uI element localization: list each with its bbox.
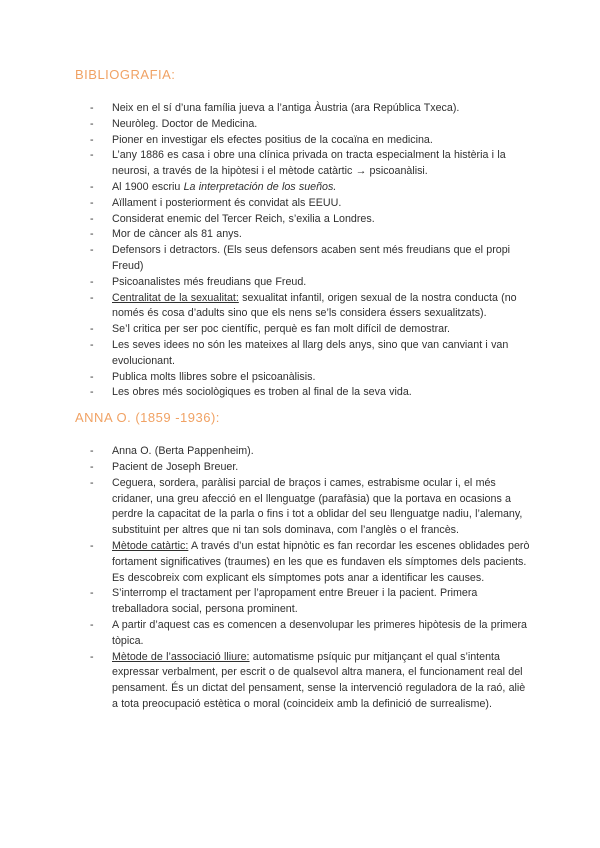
- item-text: [112, 227, 534, 243]
- section-title: ANNA O. (1859 -1936):: [75, 410, 220, 426]
- bullet-marker: -: [90, 445, 94, 458]
- list-item: [75, 338, 534, 370]
- list-item: [75, 148, 534, 180]
- list-item: [75, 460, 534, 476]
- list-item: [75, 180, 534, 196]
- text-segment: Mètode de l’associació lliure:: [112, 650, 250, 663]
- list-item: [75, 101, 534, 117]
- list-item: [75, 539, 534, 586]
- list-item: [75, 322, 534, 338]
- section-title: BIBLIOGRAFIA:: [75, 67, 176, 82]
- bullet-marker: -: [90, 180, 94, 193]
- text-segment: S’interromp el tractament per l’apropament entre Breuer i la pacient. Primera treballadora social, persona prominent.: [112, 587, 478, 616]
- item-text: [112, 444, 534, 460]
- bullet-marker: -: [90, 133, 94, 146]
- bullet-marker: -: [90, 244, 94, 257]
- item-text: [112, 117, 534, 133]
- text-segment: Publica molts llibres sobre el psicoanàlisis.: [112, 370, 316, 383]
- item-text: [112, 618, 534, 650]
- bullet-marker: -: [90, 117, 94, 130]
- list-item: [75, 650, 534, 713]
- text-segment: Neuròleg. Doctor de Medicina.: [112, 117, 258, 130]
- text-segment: automatisme psíquic pur mitjançant el qual s’intenta expressar verbalment, per escrit o de qualsevol altra manera, el funcionament real del pensament. És un dictat del pensament, sense la intervenció reguladora de la raó, aliè a tota preocupació estètica o moral (coincideix amb la definició de surrealisme).: [112, 650, 526, 710]
- item-text: [112, 243, 534, 275]
- item-text: [112, 148, 534, 180]
- text-segment: Les obres més sociològiques es troben al final de la seva vida.: [112, 386, 412, 399]
- text-segment: La interpretación de los sueños.: [183, 180, 337, 193]
- text-segment: Defensors i detractors. (Els seus defensors acaben sent més freudians que el propi Freud): [112, 244, 511, 272]
- bullet-marker: -: [90, 587, 94, 600]
- item-text: [112, 586, 534, 618]
- list-item: [75, 586, 534, 618]
- item-text: [112, 460, 534, 476]
- text-segment: Ceguera, sordera, paràlisi parcial de braços i cames, estrabisme ocular i, el més cridaner, una greu afecció en el llenguatge (parafàsia) que la portava en ocasions a perdre la capacitat de la parla o fins i tot a oblidar del seu llenguatge nadiu, l’alemany, substituint per altres que ni tan sols dominava, com l’anglès o el francès.: [112, 476, 523, 537]
- bullet-list: [75, 444, 534, 713]
- item-text: [112, 212, 534, 228]
- list-item: [75, 227, 534, 243]
- bullet-marker: -: [90, 323, 94, 336]
- bullet-marker: -: [90, 539, 94, 552]
- text-segment: Aïllament i posteriorment és convidat als EEUU.: [112, 196, 342, 209]
- item-text: [112, 196, 534, 212]
- list-item: [75, 444, 534, 460]
- bullet-marker: -: [90, 291, 94, 304]
- bullet-marker: -: [90, 196, 94, 209]
- document-section: [75, 409, 545, 713]
- bullet-marker: -: [90, 618, 94, 631]
- bullet-marker: -: [90, 386, 94, 399]
- document-section: [75, 66, 545, 401]
- text-segment: Pioner en investigar els efectes positius de la cocaïna en medicina.: [112, 133, 433, 146]
- text-segment: Al 1900 escriu: [112, 180, 184, 193]
- list-item: [75, 117, 534, 133]
- text-segment: L’any 1886 es casa i obre una clínica privada on tracta especialment la histèria i la neurosi, a través de la hipòtesi i el mètode catàrtic → psicoanàlisi.: [112, 149, 506, 178]
- text-segment: Psicoanalistes més freudians que Freud.: [112, 275, 307, 288]
- text-segment: Considerat enemic del Tercer Reich, s’exilia a Londres.: [112, 212, 375, 225]
- list-item: [75, 291, 534, 323]
- text-segment: Se’l critica per ser poc científic, perquè es fan molt difícil de demostrar.: [112, 323, 451, 336]
- bullet-list: [75, 101, 534, 401]
- item-text: [112, 385, 534, 401]
- list-item: [75, 476, 534, 539]
- list-item: [75, 385, 534, 401]
- text-segment: sexualitat infantil, origen sexual de la nostra conducta (no només és cosa d’adults sino que els nens se’ls considera éssers sexualitzats).: [112, 291, 517, 320]
- item-text: [112, 291, 534, 323]
- bullet-marker: -: [90, 275, 94, 288]
- bullet-marker: -: [90, 650, 94, 663]
- bullet-marker: -: [90, 460, 94, 473]
- item-text: [112, 133, 534, 149]
- list-item: [75, 133, 534, 149]
- bullet-marker: -: [90, 338, 94, 351]
- bullet-marker: -: [90, 370, 94, 383]
- text-segment: A través d’un estat hipnòtic es fan recordar les escenes oblidades però fortament significatives (traumes) en les que es fundaven els símptomes dels pacients. Es descobreix com explicant els símptomes pots anar a identificar les causes.: [112, 539, 530, 584]
- bullet-marker: -: [90, 102, 94, 114]
- list-item: [75, 243, 534, 275]
- item-text: [112, 322, 534, 338]
- item-text: [112, 180, 534, 196]
- list-item: [75, 212, 534, 228]
- item-text: [112, 370, 534, 386]
- text-segment: Mètode catàrtic:: [112, 539, 189, 552]
- list-item: [75, 275, 534, 291]
- bullet-marker: -: [90, 149, 94, 162]
- item-text: [112, 539, 534, 586]
- item-text: [112, 338, 534, 370]
- text-segment: Pacient de Joseph Breuer.: [112, 460, 239, 473]
- item-text: [112, 275, 534, 291]
- text-segment: A partir d’aquest cas es comencen a desenvolupar les primeres hipòtesis de la primera tòpica.: [112, 618, 527, 647]
- text-segment: Neix en el sí d’una família jueva a l’antiga Àustria (ara República Txeca).: [112, 102, 460, 114]
- text-segment: Centralitat de la sexualitat:: [112, 291, 239, 304]
- bullet-marker: -: [90, 212, 94, 225]
- item-text: [112, 476, 534, 539]
- text-segment: Anna O. (Berta Pappenheim).: [112, 445, 254, 458]
- list-item: [75, 196, 534, 212]
- text-segment: Les seves idees no són les mateixes al llarg dels anys, sino que van canviant i van evolucionant.: [112, 338, 509, 367]
- item-text: [112, 650, 534, 713]
- text-segment: Mor de càncer als 81 anys.: [112, 228, 242, 241]
- list-item: [75, 370, 534, 386]
- bullet-marker: -: [90, 228, 94, 241]
- list-item: [75, 618, 534, 650]
- bullet-marker: -: [90, 476, 94, 489]
- item-text: [112, 101, 534, 117]
